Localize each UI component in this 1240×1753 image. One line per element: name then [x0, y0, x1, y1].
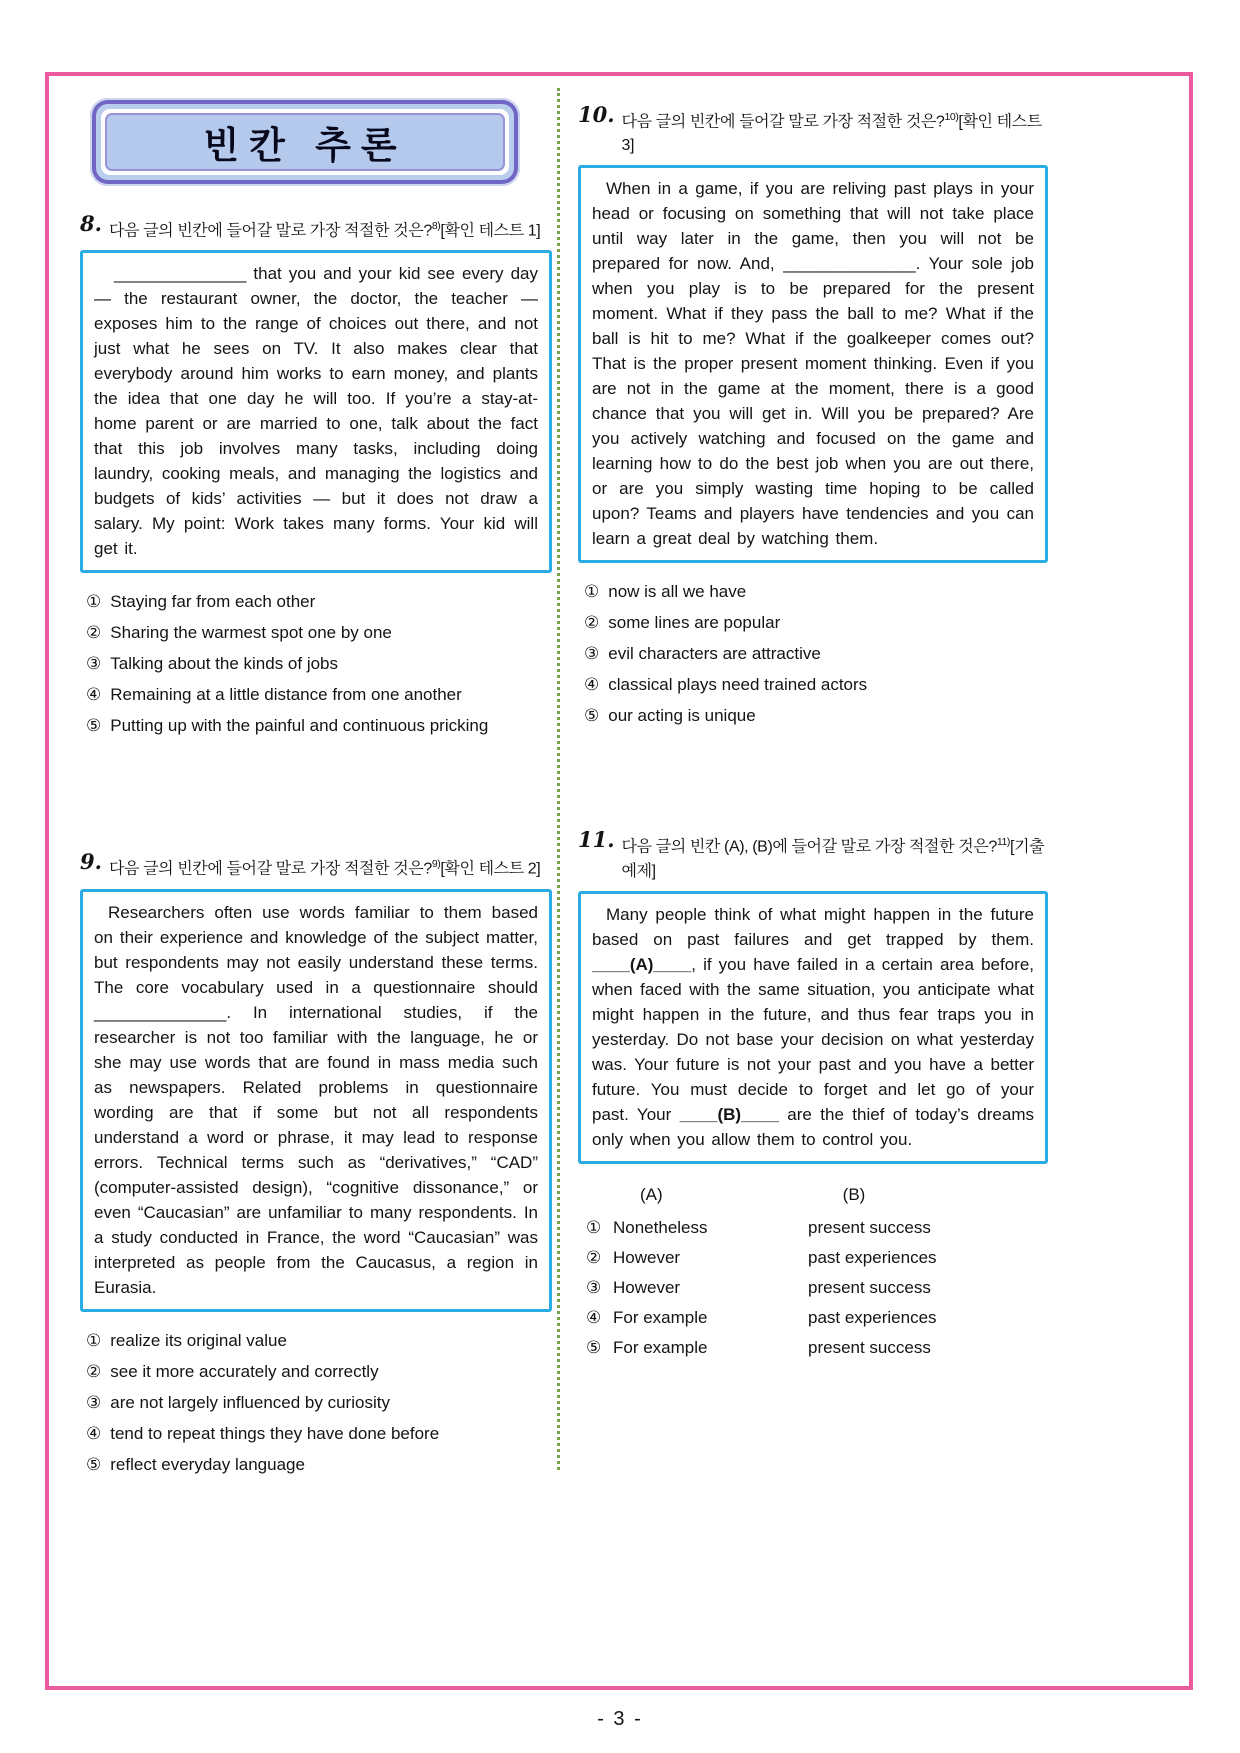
question-8-option-3 — [86, 651, 552, 676]
question-11-answer-table — [578, 1182, 1048, 1360]
option-label: reflect everyday language — [110, 1454, 305, 1474]
option-marker: ⑤ — [584, 706, 600, 726]
answer-row-5 — [586, 1335, 1048, 1360]
question-9-options — [80, 1328, 552, 1477]
blank-a: ____(A)____ — [592, 954, 692, 974]
question-11-header — [578, 828, 1048, 883]
question-10-option-2 — [584, 610, 1048, 635]
question-10-passage-box — [578, 165, 1048, 563]
option-label: evil characters are attractive — [608, 644, 821, 664]
option-marker: ④ — [584, 675, 600, 695]
title-box-ring — [96, 104, 514, 180]
question-11 — [578, 828, 1048, 1359]
question-10-option-4 — [584, 672, 1048, 697]
option-marker: ② — [86, 1361, 102, 1381]
answer-row-4 — [586, 1305, 1048, 1330]
answer-row-3 — [586, 1275, 1048, 1300]
question-8-option-5 — [86, 713, 552, 738]
page-number: - 3 - — [597, 1708, 643, 1730]
passage-part-1: Many people think of what might happen in the future based on past failures and get trapped by them. — [592, 904, 1034, 949]
question-10-options — [578, 579, 1048, 728]
question-10-option-5 — [584, 703, 1048, 728]
question-8-footnote-ref: 8) — [431, 220, 441, 232]
column-a-header: (A) — [640, 1184, 663, 1204]
option-label: Remaining at a little distance from one another — [110, 685, 462, 705]
question-9-prompt-wrap — [109, 850, 540, 881]
option-marker: ⑤ — [86, 716, 102, 736]
answer-b: past experiences — [808, 1247, 937, 1267]
section-title-box — [90, 98, 520, 186]
option-label: Staying far from each other — [110, 592, 316, 612]
question-8-number: 8. — [80, 211, 102, 236]
question-9-passage-text: Researchers often use words familiar to them based on their experience and knowledge of the subject matter, but respondents may not easily understand these terms. The core vocabulary used in a questionnaire should ______________. In international studies, if the researcher is not too familiar with the language, he or she may use words that are found in mass media such as newspapers. Related problems in questionnaire wording are that if some but not all respondents understand a word or phrase, it may lead to response errors. Technical terms such as “derivatives,” “CAD” (computer-assisted design), “cognitive dissonance,” or even “Caucasian” are unfamiliar to many respondents. In a study conducted in France, the word “Caucasian” was interpreted as people from the Caucasus, a region in Eurasia. — [94, 902, 538, 1297]
option-label: are not largely influenced by curiosity — [110, 1392, 390, 1412]
question-8-prompt-wrap — [109, 212, 540, 243]
question-8-passage-box — [80, 250, 552, 573]
question-8-option-1 — [86, 589, 552, 614]
question-8-prompt: 다음 글의 빈칸에 들어갈 말로 가장 적절한 것은? — [108, 222, 432, 240]
question-9-footnote-ref: 9) — [431, 858, 441, 871]
question-9-passage-box — [80, 889, 552, 1312]
question-8-options — [80, 589, 552, 738]
question-10-option-3 — [584, 641, 1048, 666]
question-8-passage-text: ______________ that you and your kid see every day — the restaurant owner, the doctor, the teacher — exposes him to the range of choices out there, and not just what he sees on TV. It also makes clear that everybody around him works to earn money, and plants the idea that one day he will too. If you’re a stay-at-home parent or are married to one, talk about the fact that this job involves many tasks, including doing laundry, cooking meals, and managing the logistics and budgets of kids’ activities — but it does not draw a salary. My point: Work takes many forms. Your kid will get it. — [94, 264, 538, 559]
question-10-source-tag: [확인 테스트 3] — [621, 113, 1042, 155]
answer-a: However — [613, 1247, 681, 1267]
question-8 — [80, 212, 552, 738]
left-column — [80, 212, 552, 1483]
title-box-ring-inner — [101, 109, 509, 175]
question-8-option-2 — [86, 620, 552, 645]
answer-a: For example — [613, 1307, 708, 1327]
answer-a: However — [613, 1277, 681, 1297]
option-label: Sharing the warmest spot one by one — [110, 623, 392, 643]
answer-a: For example — [613, 1337, 708, 1357]
question-9-option-4 — [86, 1421, 552, 1446]
option-label: Putting up with the painful and continuous pricking — [110, 716, 489, 736]
option-marker: ③ — [86, 1392, 102, 1412]
option-marker: ① — [586, 1217, 602, 1237]
question-10-prompt: 다음 글의 빈칸에 들어갈 말로 가장 적절한 것은? — [621, 113, 945, 131]
question-10-prompt-wrap — [622, 103, 1048, 158]
option-label: now is all we have — [608, 582, 747, 602]
question-9-number: 9. — [80, 849, 102, 875]
option-marker: ② — [586, 1247, 602, 1267]
question-11-passage-box — [578, 891, 1048, 1164]
option-label: some lines are popular — [608, 613, 781, 633]
option-marker: ④ — [86, 685, 102, 705]
column-divider — [557, 88, 560, 1470]
question-11-number: 11. — [578, 827, 615, 853]
question-10-number: 10. — [578, 102, 615, 127]
option-marker: ④ — [586, 1307, 602, 1327]
page-title: 빈칸 추론 — [105, 113, 505, 171]
question-9-prompt: 다음 글의 빈칸에 들어갈 말로 가장 적절한 것은? — [108, 860, 432, 878]
answer-b: present success — [808, 1337, 931, 1357]
answer-row-1 — [586, 1215, 1048, 1240]
option-label: our acting is unique — [608, 706, 756, 726]
answer-b: past experiences — [808, 1307, 937, 1327]
option-marker: ⑤ — [86, 1454, 102, 1474]
answer-row-2 — [586, 1245, 1048, 1270]
option-label: classical plays need trained actors — [608, 675, 868, 695]
question-10-footnote-ref: 10) — [944, 111, 959, 123]
option-marker: ③ — [86, 654, 102, 674]
answer-table-header — [578, 1182, 1048, 1207]
question-10 — [578, 103, 1048, 728]
blank-b: ____(B)____ — [679, 1104, 779, 1124]
column-b-header: (B) — [842, 1184, 866, 1204]
option-marker: ① — [86, 1330, 102, 1350]
question-10-option-1 — [584, 579, 1048, 604]
option-marker: ③ — [586, 1277, 602, 1297]
option-label: tend to repeat things they have done before — [110, 1423, 440, 1443]
question-9-source-tag: [확인 테스트 2] — [440, 860, 541, 878]
question-9-header — [80, 850, 552, 881]
question-9-option-5 — [86, 1452, 552, 1477]
option-marker: ② — [584, 613, 600, 633]
question-11-prompt: 다음 글의 빈칸 (A), (B)에 들어갈 말로 가장 적절한 것은? — [621, 838, 997, 856]
question-11-prompt-wrap — [622, 828, 1048, 883]
option-marker: ③ — [584, 644, 600, 664]
right-column — [578, 103, 1048, 1365]
question-8-source-tag: [확인 테스트 1] — [440, 222, 541, 240]
question-10-passage-text: When in a game, if you are reliving past plays in your head or focusing on something that will not take place until way later in the game, then you will not be prepared for now. And, ______________. Your sole job when you play is to be prepared for the present moment. What if they pass the ball to me? What if the ball is hit to me? What if the goalkeeper comes out? That is the proper present moment thinking. Even if you are not in the game at the moment, there is a good chance that you will get in. Will you be prepared? Are you actively watching and focused on the game and learning how to do the best job when you are out there, or are you simply wasting time hoping to be called upon? Teams and players have tendencies and you can learn a great deal by watching them. — [592, 179, 1034, 549]
answer-b: present success — [808, 1277, 931, 1297]
question-11-passage-text — [592, 902, 1034, 1152]
answer-b: present success — [808, 1217, 931, 1237]
option-marker: ② — [86, 623, 102, 643]
option-label: realize its original value — [110, 1330, 287, 1350]
question-9-option-3 — [86, 1390, 552, 1415]
passage-part-2: , if you have failed in a certain area before, when faced with the same situation, you anticipate what might happen in the future, and thus fear traps you in yesterday. Do not base your decision on what yesterday was. Your future is not your past and you have a better future. You must decide to forget and let go of your past. Your — [592, 954, 1034, 1124]
option-label: Talking about the kinds of jobs — [110, 654, 339, 674]
question-9-option-1 — [86, 1328, 552, 1353]
option-label: see it more accurately and correctly — [110, 1361, 379, 1381]
option-marker: ④ — [86, 1423, 102, 1443]
question-11-footnote-ref: 11) — [996, 836, 1011, 849]
answer-a: Nonetheless — [613, 1217, 708, 1237]
question-11-source-tag: [기출예제] — [621, 838, 1045, 880]
question-9 — [80, 850, 552, 1476]
question-10-header — [578, 103, 1048, 158]
option-marker: ① — [86, 592, 102, 612]
option-marker: ① — [584, 582, 600, 602]
passage-part-3: are the thief of today’s dreams only when you allow them to control you. — [592, 1104, 1034, 1149]
option-marker: ⑤ — [586, 1337, 602, 1357]
question-8-option-4 — [86, 682, 552, 707]
question-9-option-2 — [86, 1359, 552, 1384]
question-8-header — [80, 212, 552, 243]
